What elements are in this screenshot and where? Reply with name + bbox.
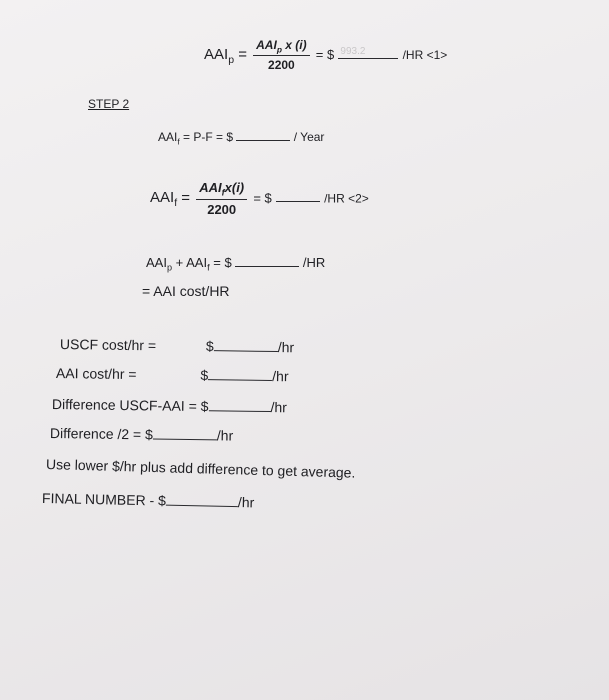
aaif-blank[interactable] [276,201,320,202]
final-number-blank[interactable] [166,505,238,508]
aai-cost-blank[interactable] [208,379,272,381]
aaif-year-blank[interactable] [236,140,290,141]
faint-handwriting: 993.2 [340,46,366,58]
aaip-fraction [253,38,309,72]
aaip-equals-dollar: = $ [315,47,335,63]
uscf-cost-line: USCF cost/hr = $ /hr [59,336,295,356]
aaif-formula: $AAI_f$ = $\frac{AAI_fx(i)}{2200}$ = $ /HR <2> [150,180,369,217]
aaip-denominator: 2200 [253,55,309,72]
final-number-line: FINAL NUMBER - $ /hr [41,490,255,511]
uscf-cost-blank[interactable] [214,350,278,352]
step2-heading: STEP 2 [88,97,130,111]
aaif-label: $AAI_f$ [150,189,178,210]
aaif-denominator: 2200 [196,199,247,217]
half-difference-blank[interactable] [153,438,217,440]
instruction-text: Use lower $/hr plus add difference to get average. [45,456,356,481]
sum-blank[interactable] [235,266,299,267]
sum-line: $AAI_p + AAI_f$ = $ /HR [146,255,326,273]
aaip-formula: $AAI_p$ = $\frac{AAI_p x (i)}{2200}$ = $ 993.2 /HR <1> [204,38,448,73]
aaip-blank[interactable] [338,46,398,59]
aaif-year-line: $AAI_f = P-F$ = $ / Year [158,130,325,147]
aai-cost-line: AAI cost/hr = $ /hr [55,365,289,385]
aaif-numerator: $AAI_fx(i)$ [199,180,245,198]
aaif-fraction [196,180,247,217]
aai-cost-label: = AAI cost/HR [142,283,230,299]
difference-blank[interactable] [208,410,270,412]
aaip-numerator: $AAI_p$ x (i) [256,38,307,55]
aaip-unit: /HR <1> [402,48,448,63]
aaip-label: $AAI_p$ [204,46,235,67]
difference-line: Difference USCF-AAI = $ /hr [51,396,287,416]
half-difference-line: Difference /2 = $ /hr [49,425,234,444]
